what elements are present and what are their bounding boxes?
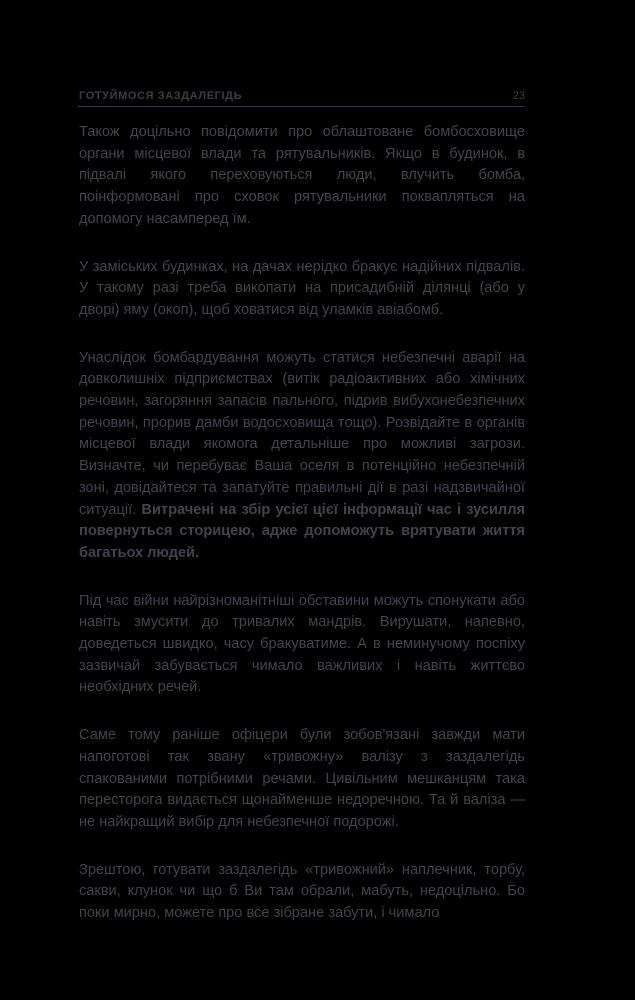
paragraph-emphasis: Витрачені на збір усієї цієї інформації час і зусилля повернуться сторицею, адже допоможуть врятувати життя багатьох людей. <box>79 501 525 561</box>
running-head <box>79 88 525 106</box>
chapter-title: ГОТУЙМОСЯ ЗАЗДАЛЕГІДЬ <box>79 90 243 102</box>
page-number: 23 <box>512 90 525 102</box>
paragraph <box>79 725 525 834</box>
paragraph <box>79 122 525 231</box>
paragraph-text: У заміських будинках, на дачах нерідко бракує надійних підвалів. У такому разі треба викопати на присадибній ділянці (або у дворі) яму (окоп), щоб ховатися від уламків авіабомб. <box>79 258 525 318</box>
paragraph-text: Під час війни найрізноманітніші обставини можуть спонукати або навіть змусити до тривалих мандрів. Вирушати, напевно, доведеться швидко, часу бракуватиме. А в неминучому поспіху зазвичай забувається чимало важливих і навіть життєво необхідних речей. <box>79 592 525 696</box>
paragraph <box>79 257 525 322</box>
body-text <box>79 122 525 951</box>
paragraph-text: Також доцільно повідомити про облаштоване бомбосховище органи місцевої влади та рятувальників. Якщо в будинок, в підвалі якого переховуються люди, влучить бомба, поінформовані про сховок рятувальники поквапляться на допомогу насамперед їм. <box>79 124 525 227</box>
paragraph-text: Зрештою, готувати заздалегідь «тривожний» наплечник, торбу, сакви, клунок чи що б Ви там обрали, мабуть, недоцільно. Бо поки мирно, можете про все зібране забути, і чимало <box>79 861 525 922</box>
header-rule <box>78 106 525 107</box>
paragraph <box>79 860 525 925</box>
paragraph <box>79 348 525 565</box>
paragraph-text: Унаслідок бомбардування можуть статися небезпечні аварії на довколишніх підприємствах (витік радіоактивних або хімічних речовин, загоряння запасів пального, підрив вибухонебезпечних речовин, прорив дамби водосховища тощо). Розвідайте в органів місцевої влади якомога детальніше про можливі загрози. Визначте, чи перебуває Ваша оселя в потенційно небезпечній зоні, довідайтеся та запатуйте правильні дії в разі надзвичайної ситуації. <box>79 349 525 518</box>
paragraph <box>79 591 525 700</box>
paragraph-text: Саме тому раніше офіцери були зобов'язані завжди мати напоготові так звану «тривожну» валізу з заздалегідь спакованими потрібними речами. Цивільним мешканцям така пересторога видається щонайменше недоречною. Та й валіза — не найкращий вибір для небезпечної подорожі. <box>79 727 525 830</box>
